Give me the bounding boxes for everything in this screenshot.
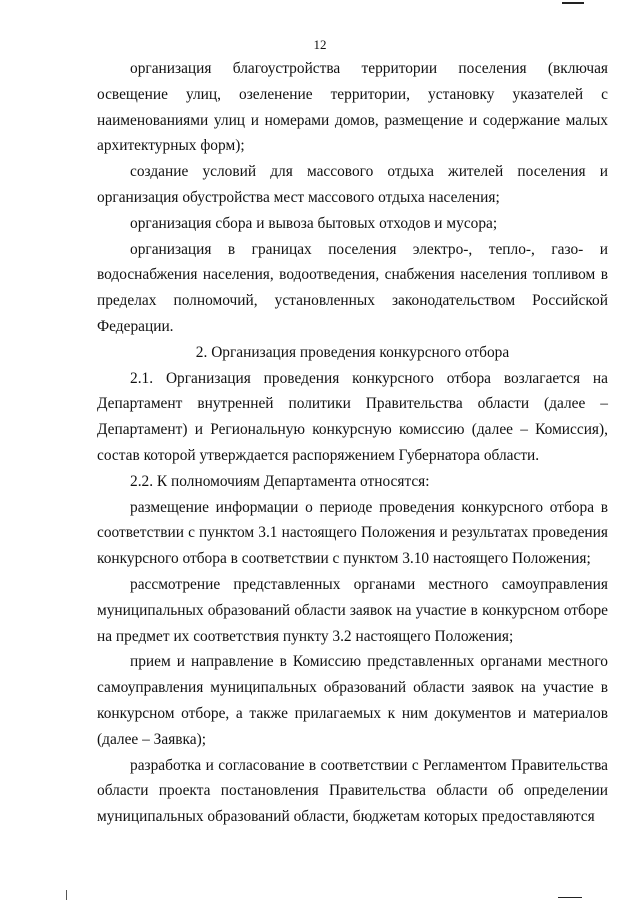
paragraph-waste: организация сбора и вывоза бытовых отходов и мусора; — [130, 214, 498, 232]
paragraph-2-2: 2.2. К полномочиям Департамента относятся: — [130, 472, 430, 490]
paragraph-review: рассмотрение представленных органами местного самоуправления муниципальных образований области заявок на участие в конкурсном отборе на предмет их соответствия пункту 3.2 настоящего Положения; — [97, 575, 608, 645]
paragraph-publication: размещение информации о периоде проведения конкурсного отбора в соответствии с пунктом 3.1 настоящего Положения и результатах проведения конкурсного отбора в соответствии с пунктом 3.10 настоящего Положения; — [97, 498, 608, 568]
paragraph-utilities: организация в границах поселения электро-, тепло-, газо- и водоснабжения населения, водоотведения, снабжения населения топливом в пределах полномочий, установленных законодательством Российской Федерации. — [97, 240, 608, 335]
paragraph-landscaping: организация благоустройства территории поселения (включая освещение улиц, озеленение территории, установку указателей с наименованиями улиц и номерами домов, размещение и содержание малых архитектурных форм); — [97, 60, 608, 155]
paragraph-recreation: создание условий для массового отдыха жителей поселения и организация обустройства мест массового отдыха населения; — [97, 163, 608, 206]
section-heading: 2. Организация проведения конкурсного отбора — [195, 343, 510, 361]
paragraph-reception: прием и направление в Комиссию представленных органами местного самоуправления муниципальных образований области заявок на участие в конкурсном отборе, а также прилагаемых к ним документов и материалов (далее – Заявка); — [97, 653, 608, 748]
paragraph-2-1: 2.1. Организация проведения конкурсного отбора возлагается на Департамент внутренней политики Правительства области (далее – Департамент) и Региональную конкурсную комиссию (далее – Комиссия), состав которой утверждается распоряжением Губернатора области. — [97, 369, 608, 464]
scan-mark-bottom — [558, 897, 582, 898]
paragraph-drafting: разработка и согласование в соответствии с Регламентом Правительства области проекта постановления Правительства области об определении муниципальных образований области, бюджетам которых предоставляются — [97, 756, 608, 826]
page-number: 12 — [313, 37, 327, 52]
scan-mark-top — [562, 2, 584, 4]
document-body — [97, 56, 608, 830]
scan-mark-left — [66, 890, 67, 900]
